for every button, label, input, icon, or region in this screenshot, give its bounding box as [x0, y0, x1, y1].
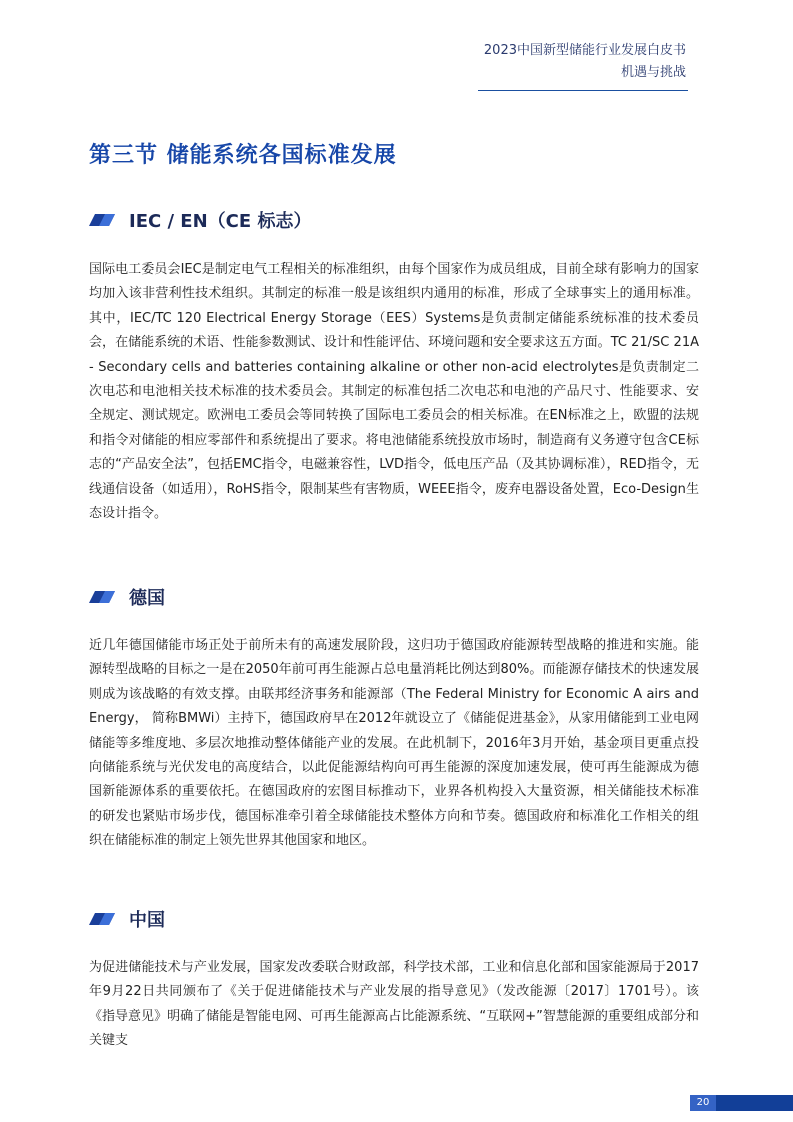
header-divider	[478, 90, 688, 91]
header-report-title: 2023中国新型储能行业发展白皮书	[483, 43, 686, 58]
subsection-label: 中国	[129, 910, 165, 931]
parallelogram-bar-icon	[89, 591, 115, 603]
paragraph-china: 为促进储能技术与产业发展，国家发改委联合财政部，科学技术部，工业和信息化部和国家能源局于2017年9月22日共同颁布了《关于促进储能技术与产业发展的指导意见》（发改能源〔2017〕1701号）。该《指导意见》明确了储能是智能电网、可再生能源高占比能源系统、“互联网+”智慧能源的重要组成部分和关键支	[89, 960, 699, 1049]
footer-bar	[716, 1095, 793, 1111]
subsection-heading-china	[89, 907, 165, 931]
subsection-heading-germany	[89, 585, 165, 609]
running-header	[484, 40, 686, 84]
subsection-label: IEC / EN（CE 标志）	[129, 211, 312, 232]
paragraph-germany: 近几年德国储能市场正处于前所未有的高速发展阶段，这归功于德国政府能源转型战略的推进和实施。能源转型战略的目标之一是在2050年前可再生能源占总电量消耗比例达到80%。而能源存储技术的快速发展则成为该战略的有效支撑。由联邦经济事务和能源部（The Federal Ministry for Economic A airs and Energy， 简称BMWi）主持下，德国政府早在2012年就设立了《储能促进基金》，从家用储能到工业电网储能等多维度地、多层次地推动整体储能产业的发展。在此机制下，2016年3月开始，基金项目更重点投向储能系统与光伏发电的高度结合，以此促能源结构向可再生能源的深度加速发展，使可再生能源成为德国新能源体系的重要依托。在德国政府的宏图目标推动下，业界各机构投入大量资源，相关储能技术标准的研发也紧贴市场步伐，德国标准牵引着全球储能技术整体方向和节奏。德国政府和标准化工作相关的组织在储能标准的制定上领先世界其他国家和地区。	[89, 638, 699, 849]
subsection-label: 德国	[129, 588, 165, 609]
paragraph-iec-en: 国际电工委员会IEC是制定电气工程相关的标准组织，由每个国家作为成员组成，目前全球有影响力的国家均加入该非营利性技术组织。其制定的标准一般是该组织内通用的标准，形成了全球事实上的通用标准。其中，IEC/TC 120 Electrical Energy Storage（EES）Systems是负责制定储能系统标准的技术委员会，在储能系统的术语、性能参数测试、设计和性能评估、环境问题和安全要求这五方面。TC 21/SC 21A - Secondary cells and batteries containing alkaline or other non-acid electrolytes是负责制定二次电芯和电池相关技术标准的技术委员会。其制定的标准包括二次电芯和电池的产品尺寸、性能要求、安全规定、测试规定。欧洲电工委员会等同转换了国际电工委员会的相关标准。在EN标准之上，欧盟的法规和指令对储能的相应零部件和系统提出了要求。将电池储能系统投放市场时，制造商有义务遵守包含CE标志的“产品安全法”，包括EMC指令，电磁兼容性，LVD指令，低电压产品（及其协调标准），RED指令，无线通信设备（如适用），RoHS指令，限制某些有害物质，WEEE指令，废弃电器设备处置，Eco-Design生态设计指令。	[89, 262, 699, 522]
subsection-heading-iec-en	[89, 208, 311, 232]
section-title: 第三节 储能系统各国标准发展	[89, 143, 397, 168]
page-number: 20	[690, 1095, 716, 1111]
parallelogram-bar-icon	[89, 913, 115, 925]
header-report-subtitle: 机遇与挑战	[620, 65, 686, 80]
parallelogram-bar-icon	[89, 214, 115, 226]
